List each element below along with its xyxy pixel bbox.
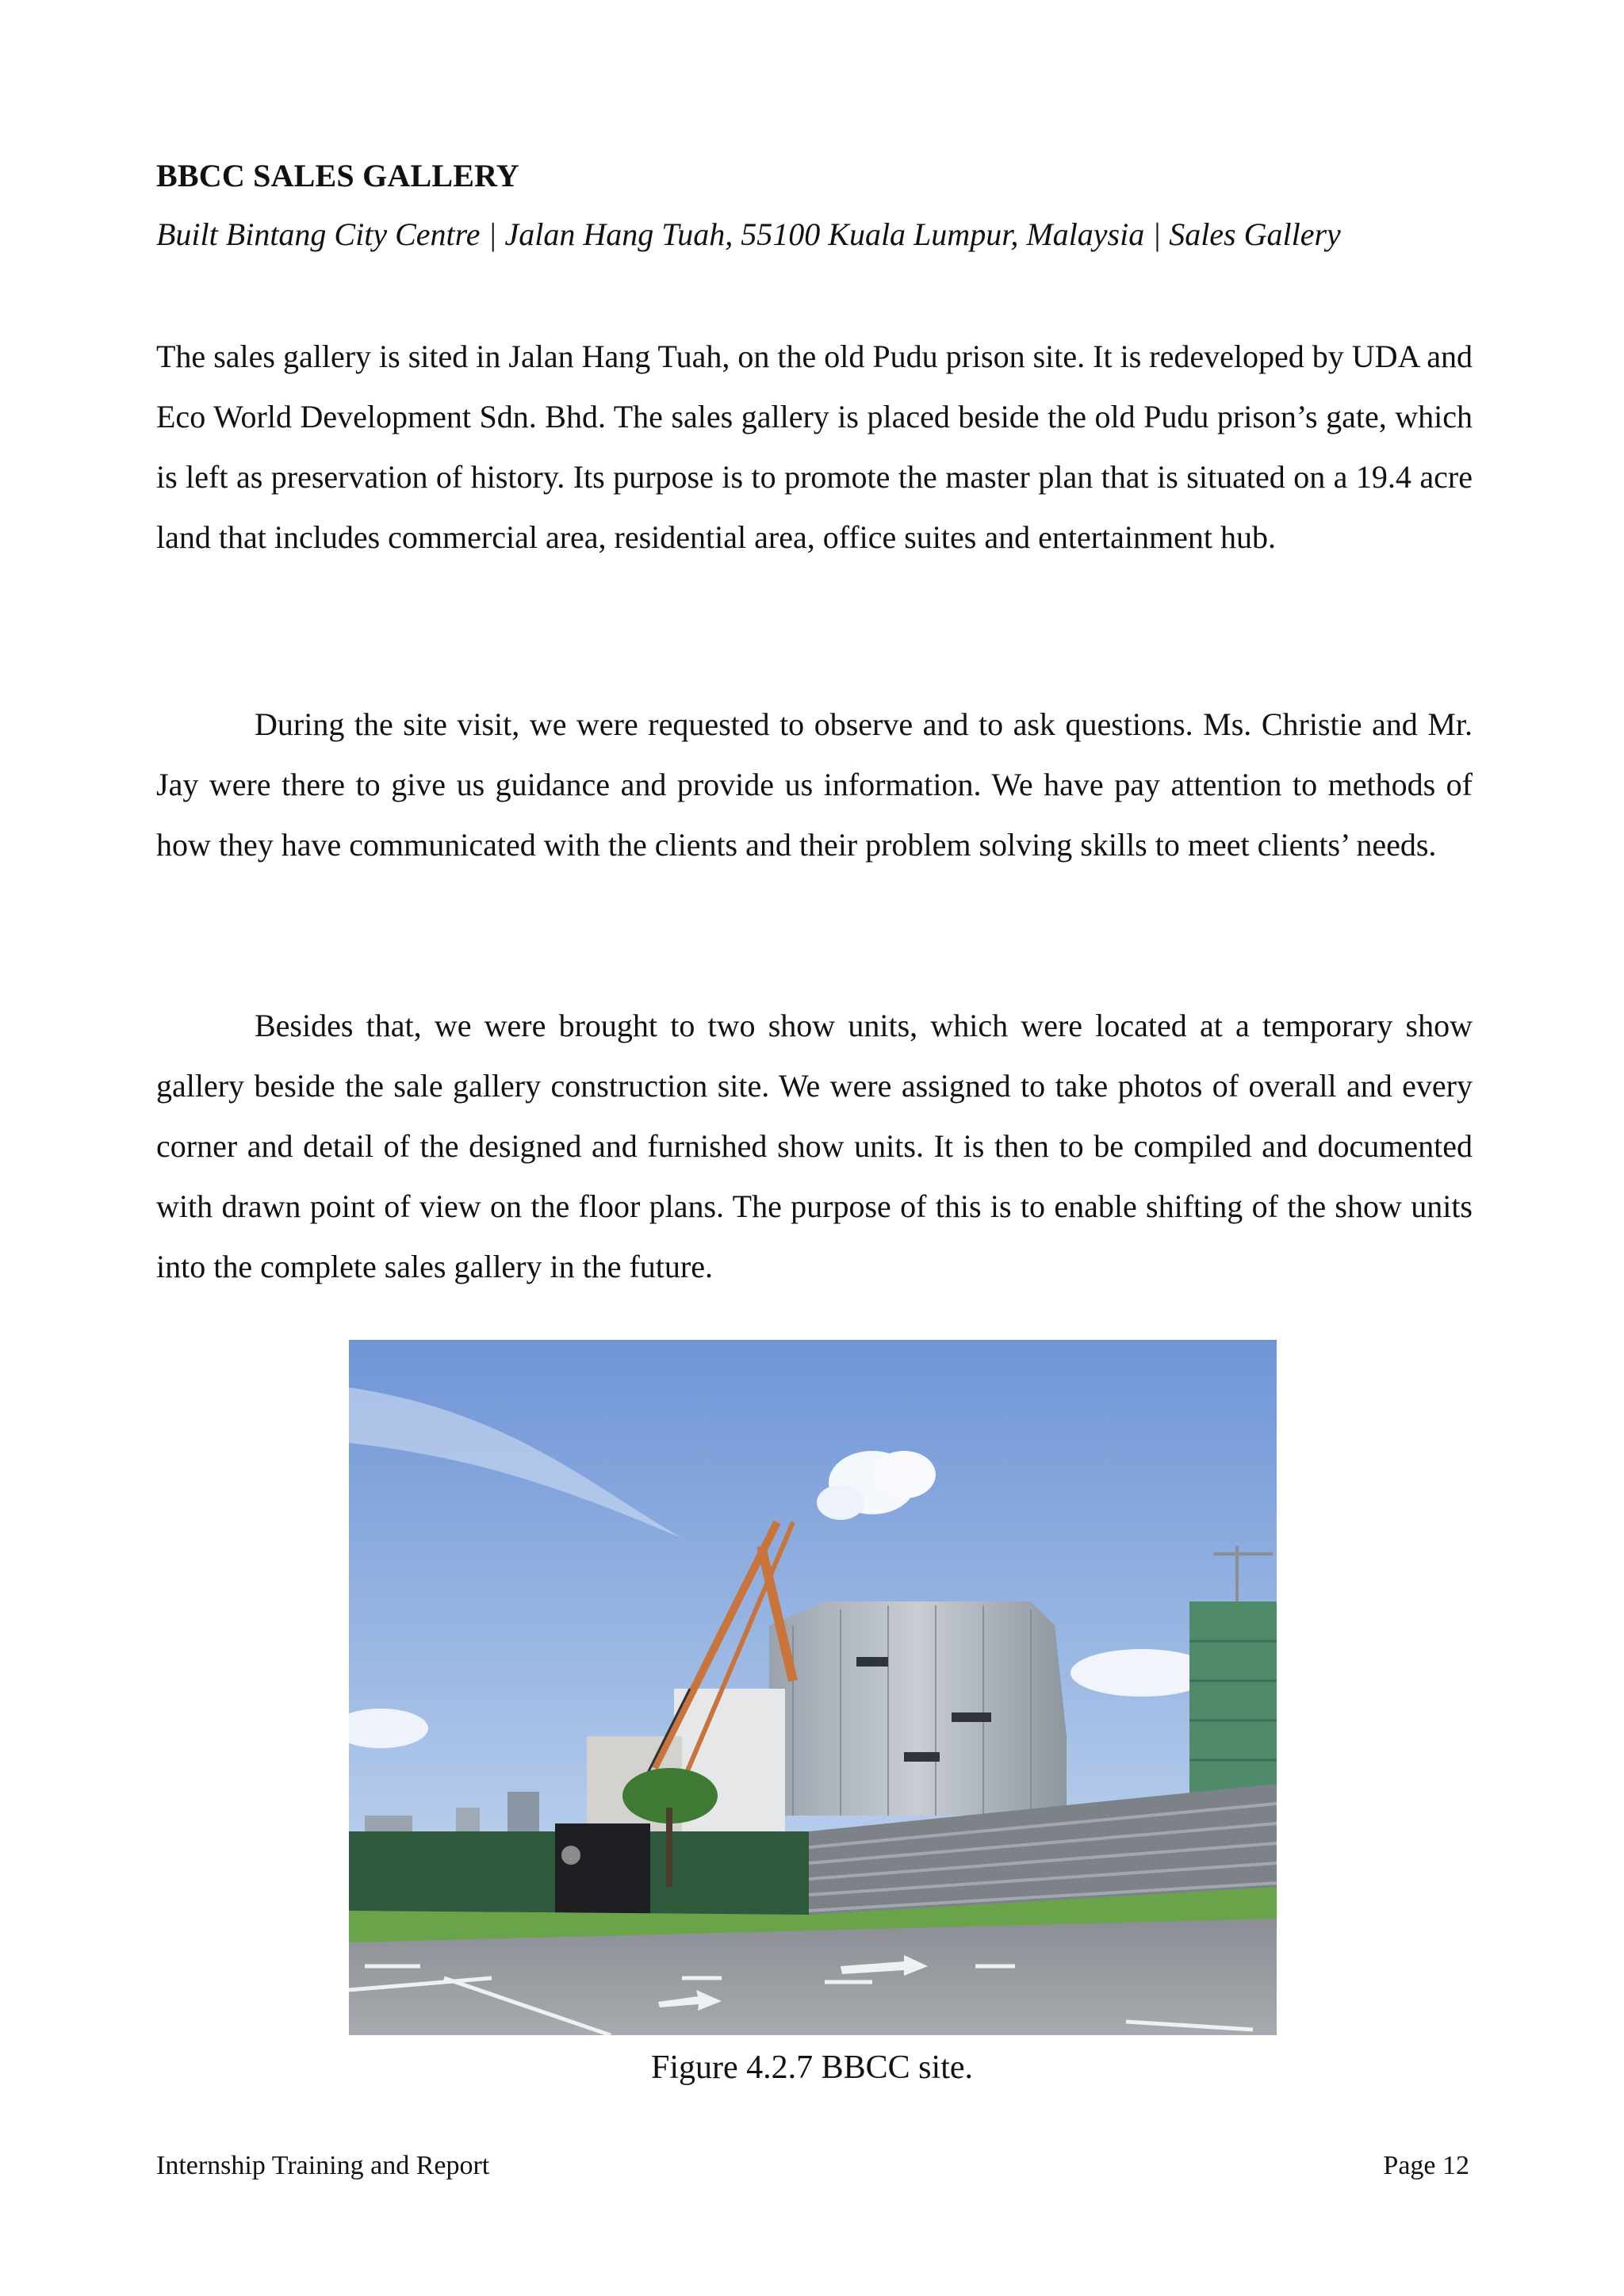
paragraph-site-visit: During the site visit, we were requested to observe and to ask questions. Ms. Christie and Mr. Jay were there to give us guidance and provide us information. We have pay attention to methods of how they have communicated with the clients and their problem solving skills to meet clients’ needs. <box>156 706 1473 863</box>
figure-caption: Figure 4.2.7 BBCC site. <box>650 2049 974 2086</box>
paragraph-show-units: Besides that, we were brought to two show units, which were located at a temporary show gallery beside the sale gallery construction site. We were assigned to take photos of overall and every corner and detail of the designed and furnished show units. It is then to be compiled and documented with drawn point of view on the floor plans. The purpose of this is to enable shifting of the show units into the complete sales gallery in the future. <box>156 1008 1473 1284</box>
paragraph-intro: The sales gallery is sited in Jalan Hang Tuah, on the old Pudu prison site. It is redeveloped by UDA and Eco World Development Sdn. Bhd. The sales gallery is placed beside the old Pudu prison’s gate, which is left as preservation of history. Its purpose is to promote the master plan that is situated on a 19.4 acre land that includes commercial area, residential area, office suites and entertainment hub. <box>156 339 1473 555</box>
footer-page-number: Page 12 <box>1383 2151 1469 2180</box>
footer-document-title: Internship Training and Report <box>156 2151 490 2180</box>
section-subtitle: Built Bintang City Centre | Jalan Hang Tuah, 55100 Kuala Lumpur, Malaysia | Sales Gallery <box>156 216 1341 252</box>
section-heading: BBCC SALES GALLERY <box>156 158 519 193</box>
site-photo <box>349 1340 1277 2035</box>
